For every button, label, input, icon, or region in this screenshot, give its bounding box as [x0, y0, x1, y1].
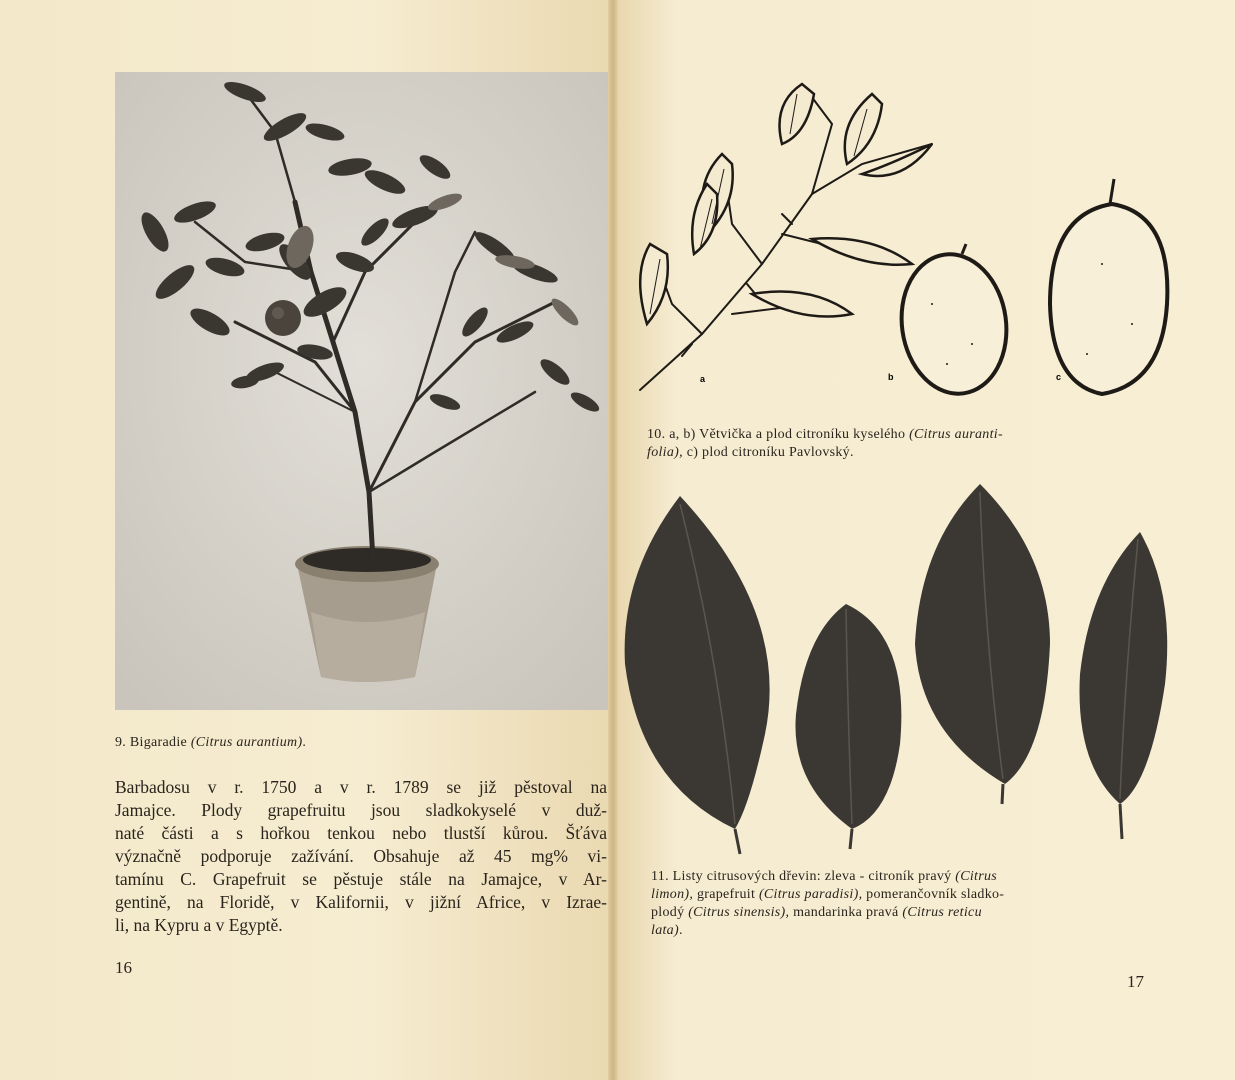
body-line: tamínu C. Grapefruit se pěstuje stále na Jamajce, v Ar- — [115, 869, 607, 889]
body-line: Jamajce. Plody grapefruitu jsou sladkokyselé v duž- — [115, 800, 607, 820]
figure9-caption — [115, 734, 306, 752]
body-paragraph — [115, 776, 607, 937]
body-line: Barbadosu v r. 1750 a v r. 1789 se již pěstoval na — [115, 777, 607, 797]
body-line: význačně podporuje zažívání. Obsahuje až 45 mg% vi- — [115, 846, 607, 866]
figure9-caption-period: . — [302, 735, 307, 750]
figure10-caption — [647, 426, 1157, 462]
body-line: naté části a s hořkou tenkou nebo tlustší kůrou. Šťáva — [115, 823, 607, 843]
body-line: li, na Kypru a v Egyptě. — [115, 915, 283, 935]
figure11-caption-text: . — [678, 923, 683, 938]
page-number-right: 17 — [1127, 972, 1144, 991]
citron-branch-drawing — [632, 64, 1178, 404]
figure9-caption-species: (Citrus aurantium) — [190, 735, 303, 750]
figure11-caption-text: pomerančovník sladko- — [862, 887, 1005, 902]
figure11-caption-species: limon), — [651, 887, 694, 902]
figure10-label-a: a — [700, 374, 706, 384]
bigaradie-photo — [115, 72, 608, 710]
body-line: gentině, na Floridě, v Kalifornii, v jižní Africe, v Izrae- — [115, 892, 607, 912]
figure9-caption-text: 9. Bigaradie — [115, 735, 191, 750]
figure11-caption — [651, 868, 1151, 940]
figure11-caption-species: lata) — [651, 923, 679, 938]
figure11-caption-text: plodý — [651, 905, 689, 920]
figure10-caption-text: 10. a, b) Větvička a plod citroníku kyselého — [647, 427, 910, 442]
figure11-caption-text: grapefruit — [693, 887, 759, 902]
figure10-label-b: b — [888, 372, 894, 382]
figure10-caption-species-cont: folia), — [647, 445, 683, 460]
page-number-left: 16 — [115, 958, 132, 977]
figure11-caption-species: (Citrus sinensis), — [688, 905, 790, 920]
citrus-leaves-photo — [620, 484, 1172, 856]
figure11-caption-text: 11. Listy citrusových dřevin: zleva - citroník pravý — [651, 869, 956, 884]
figure11-caption-species: (Citrus paradisi), — [758, 887, 863, 902]
figure11-caption-species: (Citrus reticu — [902, 905, 982, 920]
figure10-caption-text-cont: c) plod citroníku Pavlovský. — [682, 445, 854, 460]
book-gutter — [608, 0, 618, 1080]
figure11-caption-text: mandarinka pravá — [789, 905, 903, 920]
figure10-label-c: c — [1056, 372, 1062, 382]
figure11-caption-species: (Citrus — [955, 869, 998, 884]
figure10-caption-species: (Citrus auranti- — [909, 427, 1003, 442]
